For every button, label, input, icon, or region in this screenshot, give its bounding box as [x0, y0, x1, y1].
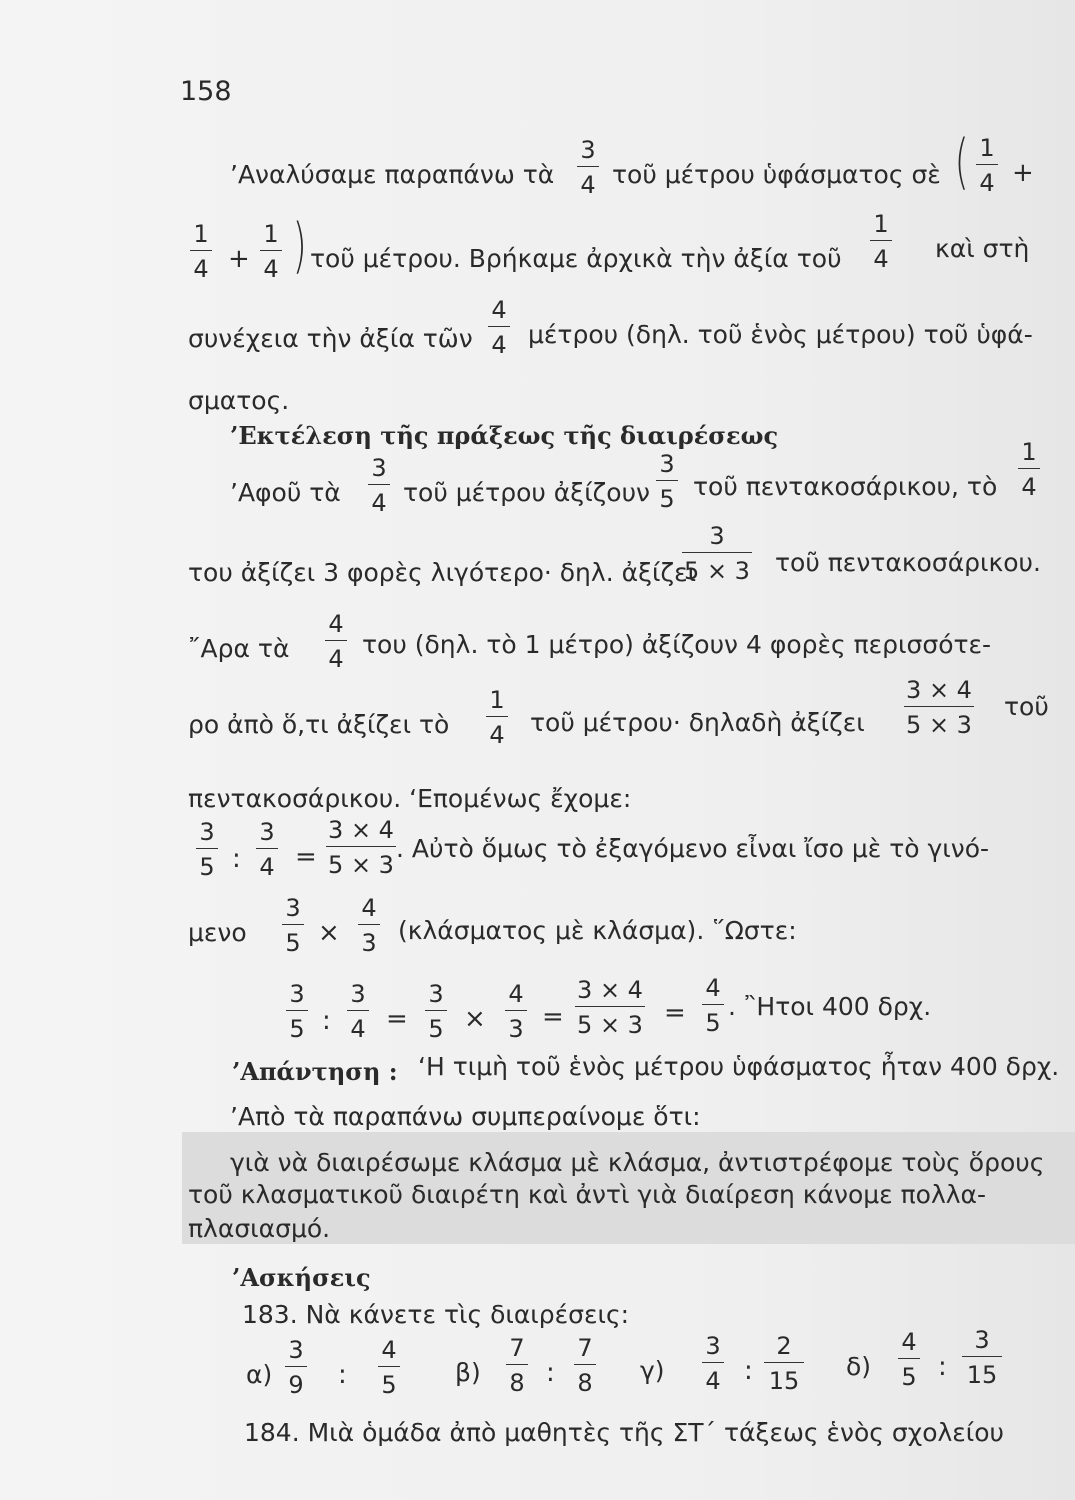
fraction: 3 9	[285, 1338, 307, 1397]
text-line: τοῦ	[1004, 692, 1049, 721]
page-number: 158	[180, 76, 232, 107]
text-line: του (δηλ. τὸ 1 μέτρο) ἀξίζουν 4 φορὲς περισσότε-	[362, 630, 992, 659]
equals-sign: =	[664, 998, 686, 1028]
text-line: τοῦ μέτρου· δηλαδὴ ἀξίζει	[530, 708, 865, 737]
fraction: 3 × 4 5 × 3	[326, 818, 396, 877]
rule-line: γιὰ νὰ διαιρέσωμε κλάσμα μὲ κλάσμα, ἀντιστρέφομε τοὺς ὅρους	[230, 1148, 1045, 1177]
plus-sign: +	[228, 244, 250, 274]
plus-sign: +	[1012, 158, 1034, 188]
fraction: 7 8	[574, 1336, 596, 1395]
times-sign: ×	[464, 1004, 486, 1034]
text-line: . ῍Ητοι 400 δρχ.	[728, 992, 932, 1021]
rule-line: τοῦ κλασματικοῦ διαιρέτη καὶ ἀντὶ γιὰ διαίρεση κάνομε πολλα-	[188, 1180, 987, 1209]
text-line: . Αὐτὸ ὅμως τὸ ἐξαγόμενο εἶναι ἴσο μὲ τὸ γινό-	[396, 834, 990, 863]
equals-sign: =	[295, 842, 317, 872]
fraction: 3 5	[196, 820, 218, 879]
colon-sign: :	[938, 1352, 947, 1382]
text-line: πεντακοσάρικου. ‘Επομένως ἔχομε:	[188, 784, 632, 813]
text-line: τοῦ μέτρου ὑφάσματος σὲ	[612, 160, 941, 189]
exercise-label-b: β)	[455, 1358, 481, 1387]
text-line: τοῦ πεντακοσάρικου, τὸ	[693, 472, 998, 501]
fraction: 4 3	[358, 896, 380, 955]
fraction: 3 5	[425, 982, 447, 1041]
section-heading: ’Εκτέλεση τῆς πράξεως τῆς διαιρέσεως	[230, 421, 779, 450]
exercise-label-c: γ)	[640, 1356, 665, 1385]
text-line: μέτρου (δηλ. τοῦ ἑνὸς μέτρου) τοῦ ὑφά-	[528, 320, 1033, 349]
fraction: 2 15	[764, 1334, 804, 1393]
equals-sign: =	[542, 1002, 564, 1032]
text-line: τοῦ πεντακοσάρικου.	[775, 548, 1041, 577]
fraction: 3 × 4 5 × 3	[904, 678, 974, 737]
text-line: τοῦ μέτρου. Βρήκαμε ἀρχικὰ τὴν ἀξία τοῦ	[310, 244, 842, 273]
fraction: 3 4	[347, 982, 369, 1041]
rule-line: πλασιασμό.	[188, 1214, 331, 1243]
colon-sign: :	[232, 844, 241, 874]
text-line: καὶ στὴ	[935, 234, 1030, 263]
text-line: ’Αναλύσαμε παραπάνω τὰ	[230, 160, 555, 189]
fraction: 4 5	[898, 1330, 920, 1389]
exercises-heading: ’Ασκήσεις	[232, 1263, 371, 1292]
fraction: 4 5	[702, 976, 724, 1035]
fraction: 4 5	[378, 1338, 400, 1397]
fraction: 4 4	[488, 298, 510, 357]
fraction: 7 8	[506, 1336, 528, 1395]
colon-sign: :	[546, 1358, 555, 1388]
fraction: 3 4	[368, 456, 390, 515]
fraction: 4 3	[505, 982, 527, 1041]
colon-sign: :	[338, 1360, 347, 1390]
fraction: 3 15	[962, 1328, 1002, 1387]
fraction: 1 4	[1018, 440, 1040, 499]
text-line: συνέχεια τὴν ἀξία τῶν	[188, 324, 473, 353]
fraction: 3 × 4 5 × 3	[575, 978, 645, 1037]
text-line: ρο ἀπὸ ὅ,τι ἀξίζει τὸ	[188, 710, 450, 739]
text-line: (κλάσματος μὲ κλάσμα). ῞Ωστε:	[398, 916, 797, 945]
fraction: 4 4	[325, 612, 347, 671]
text-line: τοῦ μέτρου ἀξίζουν	[403, 478, 651, 507]
fraction: 3 4	[256, 820, 278, 879]
fraction: 3 5 × 3	[682, 524, 752, 583]
fraction: 3 4	[702, 1334, 724, 1393]
equals-sign: =	[386, 1004, 408, 1034]
text-line: του ἀξίζει 3 φορὲς λιγότερο· δηλ. ἀξίζει	[188, 558, 697, 587]
text-line: ῎Αρα τὰ	[188, 634, 290, 663]
text-line: ’Αφοῦ τὰ	[230, 478, 341, 507]
answer-text: ‘Η τιμὴ τοῦ ἑνὸς μέτρου ὑφάσματος ἦταν 400 δρχ.	[418, 1052, 1060, 1081]
paren: )	[292, 211, 307, 281]
fraction: 1 4	[976, 136, 998, 195]
fraction: 1 4	[260, 222, 282, 281]
fraction: 3 5	[282, 896, 304, 955]
colon-sign: :	[322, 1006, 331, 1036]
conclusion-intro: ’Απὸ τὰ παραπάνω συμπεραίνομε ὅτι:	[230, 1102, 701, 1131]
times-sign: ×	[318, 918, 340, 948]
fraction: 1 4	[870, 212, 892, 271]
text-line: σματος.	[188, 386, 290, 415]
paren: (	[954, 127, 969, 197]
text-line: μενο	[188, 918, 247, 947]
fraction: 1 4	[190, 222, 212, 281]
exercise-184: 184. Μιὰ ὁμάδα ἀπὸ μαθητὲς τῆς ΣΤ΄ τάξεως ἑνὸς σχολείου	[244, 1418, 1005, 1447]
exercise-183: 183. Νὰ κάνετε τὶς διαιρέσεις:	[242, 1300, 630, 1329]
colon-sign: :	[744, 1356, 753, 1386]
fraction: 3 4	[577, 138, 599, 197]
fraction: 1 4	[486, 688, 508, 747]
exercise-label-d: δ)	[846, 1352, 872, 1381]
answer-label: ’Απάντηση :	[232, 1057, 398, 1086]
fraction: 3 5	[656, 452, 678, 511]
fraction: 3 5	[286, 982, 308, 1041]
exercise-label-a: α)	[246, 1360, 273, 1389]
